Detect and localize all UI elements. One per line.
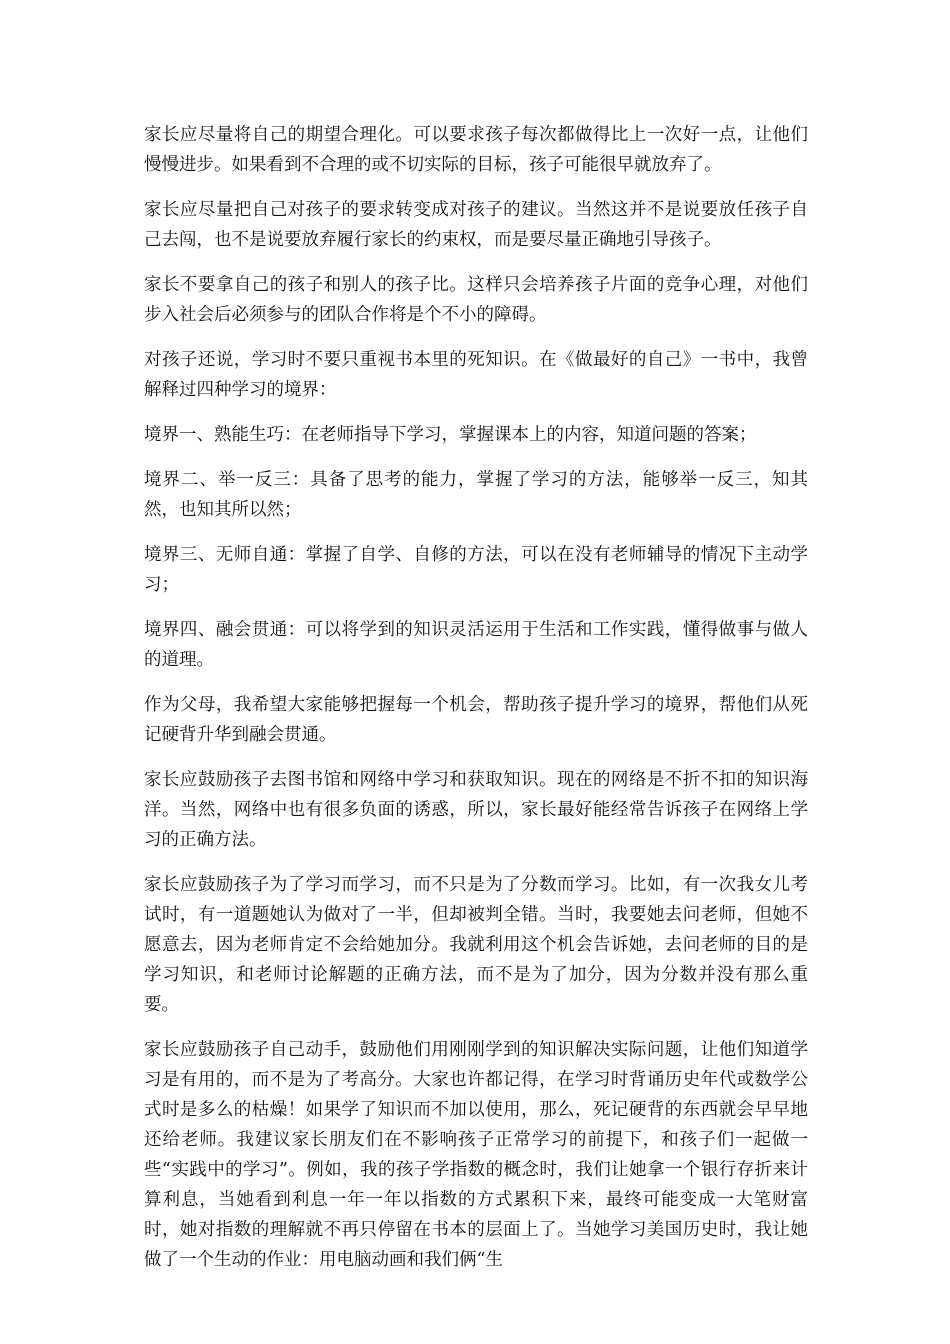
paragraph-comparison: 家长不要拿自己的孩子和别人的孩子比。这样只会培养孩子片面的竞争心理，对他们步入社会后必须参与的团队合作将是个不小的障碍。 [144,275,808,325]
paragraph-expectations: 家长应尽量将自己的期望合理化。可以要求孩子每次都做得比上一次好一点，让他们慢慢进步。如果看到不合理的或不切实际的目标，孩子可能很早就放弃了。 [144,125,808,175]
paragraph-learning-for-learning: 家长应鼓励孩子为了学习而学习，而不只是为了分数而学习。比如，有一次我女儿考试时，有一道题她认为做对了一半，但却被判全错。当时，我要她去问老师，但她不愿意去，因为老师肯定不会给她加分。我就利用这个机会告诉她，去问老师的目的是学习知识，和老师讨论解题的正确方法，而不是为了加分，因为分数并没有那么重要。 [144,875,808,1015]
document-body [144,120,808,1275]
paragraph-realm-one: 境界一、熟能生巧：在老师指导下学习，掌握课本上的内容，知道问题的答案； [144,425,757,445]
paragraph-realm-three: 境界三、无师自通：掌握了自学、自修的方法，可以在没有老师辅导的情况下主动学习； [144,545,808,595]
paragraph-four-realms-intro: 对孩子还说，学习时不要只重视书本里的死知识。在《做最好的自己》一书中，我曾解释过四种学习的境界： [144,350,808,400]
paragraph-library-internet: 家长应鼓励孩子去图书馆和网络中学习和获取知识。现在的网络是不折不扣的知识海洋。当然，网络中也有很多负面的诱惑，所以，家长最好能经常告诉孩子在网络上学习的正确方法。 [144,770,808,850]
paragraph-realm-four: 境界四、融会贯通：可以将学到的知识灵活运用于生活和工作实践，懂得做事与做人的道理。 [144,620,808,670]
paragraph-parents-hope: 作为父母，我希望大家能够把握每一个机会，帮助孩子提升学习的境界，帮他们从死记硬背升华到融会贯通。 [144,695,808,745]
paragraph-suggestions: 家长应尽量把自己对孩子的要求转变成对孩子的建议。当然这并不是说要放任孩子自己去闯，也不是说要放弃履行家长的约束权，而是要尽量正确地引导孩子。 [144,200,808,250]
paragraph-hands-on-learning: 家长应鼓励孩子自己动手，鼓励他们用刚刚学到的知识解决实际问题，让他们知道学习是有用的，而不是为了考高分。大家也许都记得，在学习时背诵历史年代或数学公式时是多么的枯燥！如果学了知识而不加以使用，那么，死记硬背的东西就会早早地还给老师。我建议家长朋友们在不影响孩子正常学习的前提下，和孩子们一起做一些“实践中的学习”。例如，我的孩子学指数的概念时，我们让她拿一个银行存折来计算利息，当她看到利息一年一年以指数的方式累积下来，最终可能变成一大笔财富时，她对指数的理解就不再只停留在书本的层面上了。当她学习美国历史时，我让她做了一个生动的作业：用电脑动画和我们俩“生 [144,1040,808,1270]
paragraph-realm-two: 境界二、举一反三：具备了思考的能力，掌握了学习的方法，能够举一反三，知其然，也知其所以然； [144,470,808,520]
